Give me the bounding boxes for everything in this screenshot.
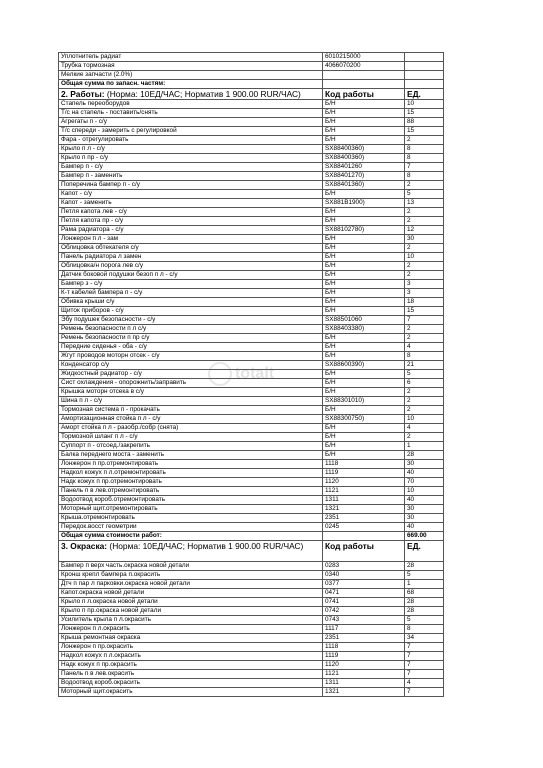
table-row (59, 154, 444, 163)
row-name: Конденсатор с/у (59, 361, 323, 370)
row-value: 40 (405, 496, 444, 505)
row-code: SX881B1900) (323, 199, 405, 208)
row-value: 28 (405, 562, 444, 571)
row-name: Моторный щит.окрасить (59, 688, 323, 697)
row-value: 6 (405, 379, 444, 388)
parts-rows (59, 53, 444, 80)
row-code: Б/Н (323, 388, 405, 397)
row-value: 5 (405, 370, 444, 379)
table-row (59, 145, 444, 154)
row-name: Лонжерон п пр.окрасить (59, 643, 323, 652)
row-name: Крыло п л.окраска новой детали (59, 598, 323, 607)
row-name: Кронш крепл бампера п.окрасить (59, 571, 323, 580)
table-row (59, 343, 444, 352)
row-value: 30 (405, 460, 444, 469)
table-row (59, 424, 444, 433)
table-row (59, 643, 444, 652)
table-row (59, 661, 444, 670)
table-row (59, 523, 444, 532)
row-code: Б/Н (323, 298, 405, 307)
row-value: 4 (405, 343, 444, 352)
table-row (59, 478, 444, 487)
row-value: 2 (405, 406, 444, 415)
works-total-label: Общая сумма стоимости работ: (59, 532, 323, 541)
row-code: Б/Н (323, 253, 405, 262)
row-value: 7 (405, 688, 444, 697)
table-row (59, 469, 444, 478)
row-name: Облицовка/н порога лев с/у (59, 262, 323, 271)
table-row (59, 172, 444, 181)
row-code: 1118 (323, 460, 405, 469)
row-value: 30 (405, 235, 444, 244)
row-value: 7 (405, 670, 444, 679)
row-name: Облицовка обтекателя с/у (59, 244, 323, 253)
row-code: 1120 (323, 661, 405, 670)
table-row (59, 298, 444, 307)
row-name: Передние сиденья - оба - с/у (59, 343, 323, 352)
row-value: 2 (405, 388, 444, 397)
row-name: Усилитель крыла п л.окрасить (59, 616, 323, 625)
row-code: Б/Н (323, 217, 405, 226)
section2-title: 2. Работы: (Норма: 10ЕД/ЧАС; Норматив 1 900.00 RUR/ЧАС) (59, 89, 323, 100)
row-name: Шина п л - с/у (59, 397, 323, 406)
row-name: Крышка моторн отсека в с/у (59, 388, 323, 397)
row-value: 12 (405, 226, 444, 235)
row-value: 21 (405, 361, 444, 370)
row-value: 40 (405, 523, 444, 532)
row-value: 2 (405, 136, 444, 145)
row-code: 1311 (323, 679, 405, 688)
table-row (59, 634, 444, 643)
table-row (59, 53, 444, 62)
row-value: 7 (405, 652, 444, 661)
row-name: Т/с на стапель - поставить/снять (59, 109, 323, 118)
row-value: 3 (405, 289, 444, 298)
row-name: Крыша.отремонтировать (59, 514, 323, 523)
table-row (59, 514, 444, 523)
row-value (405, 62, 444, 71)
row-code: SX88102780) (323, 226, 405, 235)
row-code (323, 71, 405, 80)
row-value: 8 (405, 172, 444, 181)
row-value: 2 (405, 397, 444, 406)
row-code: 0245 (323, 523, 405, 532)
row-code: 1118 (323, 643, 405, 652)
table-row (59, 163, 444, 172)
table-row (59, 460, 444, 469)
row-code: 0340 (323, 571, 405, 580)
table-row (59, 316, 444, 325)
table-row (59, 670, 444, 679)
row-name: К-т кабелей бампера п - с/у (59, 289, 323, 298)
row-code: Б/Н (323, 118, 405, 127)
works-total-value: 669.00 (405, 532, 444, 541)
row-code: Б/Н (323, 433, 405, 442)
row-name: Передок.восст геометрии (59, 523, 323, 532)
row-value: 10 (405, 100, 444, 109)
row-code: Б/Н (323, 343, 405, 352)
row-name: Капот - с/у (59, 190, 323, 199)
row-value: 7 (405, 163, 444, 172)
table-row (59, 571, 444, 580)
row-name: Агрегаты п - с/у (59, 118, 323, 127)
row-code: SX88400360) (323, 154, 405, 163)
table-row (59, 127, 444, 136)
row-name: Дтч п пар л парковки.окраска новой детали (59, 580, 323, 589)
row-code: Б/Н (323, 307, 405, 316)
table-row (59, 397, 444, 406)
row-name: Амортизационная стойка п л - с/у (59, 415, 323, 424)
row-value: 1 (405, 580, 444, 589)
row-code: 4066070200 (323, 62, 405, 71)
table-row (59, 280, 444, 289)
table-row (59, 271, 444, 280)
row-name: Панель п в лев.окрасить (59, 670, 323, 679)
row-value: 10 (405, 415, 444, 424)
row-code: Б/Н (323, 100, 405, 109)
table-row (59, 244, 444, 253)
row-code: Б/Н (323, 289, 405, 298)
row-code: 1321 (323, 688, 405, 697)
row-value: 4 (405, 424, 444, 433)
table-row (59, 451, 444, 460)
row-code: Б/Н (323, 271, 405, 280)
row-name: Надк кожух п пр.отремонтировать (59, 478, 323, 487)
row-value: 18 (405, 298, 444, 307)
row-value: 5 (405, 571, 444, 580)
table-row (59, 100, 444, 109)
row-value: 30 (405, 505, 444, 514)
table-row (59, 190, 444, 199)
row-name: Водоотвод короб.отремонтировать (59, 496, 323, 505)
row-name: Трубка тормозная (59, 62, 323, 71)
table-row (59, 598, 444, 607)
row-name: Т/с спереди - замерить с регулировкой (59, 127, 323, 136)
paint-rows (59, 562, 444, 697)
row-name: Щиток приборов - с/у (59, 307, 323, 316)
table-row (59, 325, 444, 334)
row-name: Петля капота пр - с/у (59, 217, 323, 226)
section3-code-header: Код работы (323, 541, 405, 562)
table-row (59, 652, 444, 661)
table-row (59, 226, 444, 235)
table-row (59, 262, 444, 271)
row-code: Б/Н (323, 235, 405, 244)
row-value: 70 (405, 478, 444, 487)
row-name: Фара - отрегулировать (59, 136, 323, 145)
row-value: 10 (405, 487, 444, 496)
row-name: Балка переднего моста - заменить (59, 451, 323, 460)
table-row (59, 679, 444, 688)
table-row (59, 118, 444, 127)
row-code: Б/Н (323, 352, 405, 361)
works-total (59, 532, 444, 562)
row-code: Б/Н (323, 109, 405, 118)
row-code: SX88400360) (323, 145, 405, 154)
row-name: Крыша ремонтная окраска (59, 634, 323, 643)
row-name: Рама радиатора - с/у (59, 226, 323, 235)
row-name: Обивка крыши с/у (59, 298, 323, 307)
table-row (59, 505, 444, 514)
row-name: Крыло п пр - с/у (59, 154, 323, 163)
row-value: 28 (405, 451, 444, 460)
row-value (405, 71, 444, 80)
row-code: SX88401360) (323, 181, 405, 190)
row-code: 1117 (323, 625, 405, 634)
row-value: 10 (405, 253, 444, 262)
row-value: 2 (405, 244, 444, 253)
row-code: Б/Н (323, 208, 405, 217)
row-code: Б/Н (323, 370, 405, 379)
row-value: 7 (405, 316, 444, 325)
row-code: 1321 (323, 505, 405, 514)
row-code: 1119 (323, 469, 405, 478)
row-name: Тормозной шланг п л - с/у (59, 433, 323, 442)
section2-code-header: Код работы (323, 89, 405, 100)
row-code: 2351 (323, 634, 405, 643)
table-row (59, 136, 444, 145)
row-name: Петля капота лев - с/у (59, 208, 323, 217)
works-rows (59, 100, 444, 532)
row-name: Водоотвод короб.окрасить (59, 679, 323, 688)
row-value: 2 (405, 217, 444, 226)
row-name: Крыло п л - с/у (59, 145, 323, 154)
row-code: Б/Н (323, 442, 405, 451)
table-row (59, 109, 444, 118)
row-value: 40 (405, 469, 444, 478)
row-name: Надк кожух п пр.окрасить (59, 661, 323, 670)
row-value: 2 (405, 208, 444, 217)
row-code: SX88401270) (323, 172, 405, 181)
parts-total-label: Общая сумма по запасн. частям: (59, 80, 323, 89)
row-name: Аморт стойка п л - разобр./собр (снята) (59, 424, 323, 433)
row-code: 1119 (323, 652, 405, 661)
row-name: Бампер п - с/у (59, 163, 323, 172)
watermark-logo-icon (208, 362, 232, 386)
section2-unit-header: ЕД. (405, 89, 444, 100)
row-value: 1 (405, 442, 444, 451)
row-name: Лонжерон п пр.отремонтировать (59, 460, 323, 469)
row-value: 5 (405, 616, 444, 625)
row-value: 2 (405, 181, 444, 190)
row-name: Моторный щит.отремонтировать (59, 505, 323, 514)
table-row (59, 289, 444, 298)
row-name: Бампер п - заменить (59, 172, 323, 181)
table-row (59, 433, 444, 442)
row-value: 28 (405, 598, 444, 607)
row-name: Панель п в лев.отремонтировать (59, 487, 323, 496)
table-row (59, 181, 444, 190)
table-row (59, 589, 444, 598)
row-value: 4 (405, 679, 444, 688)
row-name: Поперечина бампер п - с/у (59, 181, 323, 190)
section2-header (59, 89, 444, 100)
table-row (59, 334, 444, 343)
row-name: Жгут проводов моторн отсек - с/у (59, 352, 323, 361)
row-code: 0742 (323, 607, 405, 616)
row-name: Датчик боковой подушки безоп п л - с/у (59, 271, 323, 280)
table-row (59, 580, 444, 589)
row-name: Сист охлаждения - опорожнить/заправить (59, 379, 323, 388)
row-value: 2 (405, 334, 444, 343)
row-code: Б/Н (323, 424, 405, 433)
row-value: 28 (405, 607, 444, 616)
section3-header (59, 541, 444, 562)
row-value: 7 (405, 661, 444, 670)
row-value: 15 (405, 127, 444, 136)
row-code: SX88600390) (323, 361, 405, 370)
row-code: Б/Н (323, 334, 405, 343)
table-row (59, 388, 444, 397)
row-value: 15 (405, 109, 444, 118)
row-value: 2 (405, 262, 444, 271)
row-code: Б/Н (323, 280, 405, 289)
table-row (59, 607, 444, 616)
row-value: 2 (405, 325, 444, 334)
row-value: 5 (405, 190, 444, 199)
row-code: SX88301010) (323, 397, 405, 406)
row-code: Б/Н (323, 244, 405, 253)
row-code: SX88501060 (323, 316, 405, 325)
row-name: Лонжерон п л.окрасить (59, 625, 323, 634)
row-name: Эбу подушек безопасности - с/у (59, 316, 323, 325)
row-value: 8 (405, 625, 444, 634)
row-value: 3 (405, 280, 444, 289)
row-value: 15 (405, 307, 444, 316)
row-code: Б/Н (323, 262, 405, 271)
row-name: Уплотнитель радиат (59, 53, 323, 62)
row-value: 8 (405, 352, 444, 361)
table-row (59, 71, 444, 80)
row-name: Надкол кожух п л.окрасить (59, 652, 323, 661)
row-name: Бампер з - с/у (59, 280, 323, 289)
row-code: SX88300750) (323, 415, 405, 424)
row-name: Ремень безопасности п л с/у (59, 325, 323, 334)
table-row (59, 208, 444, 217)
table-row (59, 199, 444, 208)
row-code: Б/Н (323, 379, 405, 388)
row-name: Панель радиатора л замен (59, 253, 323, 262)
row-code: SX88403380) (323, 325, 405, 334)
section3-unit-header: ЕД. (405, 541, 444, 562)
row-name: Ремень безопасности п пр с/у (59, 334, 323, 343)
row-code: SX88401260 (323, 163, 405, 172)
row-value: 13 (405, 199, 444, 208)
parts-total (59, 80, 444, 100)
row-code: 0471 (323, 589, 405, 598)
row-code: 0743 (323, 616, 405, 625)
table-row (59, 217, 444, 226)
row-value: 2 (405, 433, 444, 442)
watermark: totalt (208, 362, 274, 386)
row-code: 0283 (323, 562, 405, 571)
table-row (59, 562, 444, 571)
row-code: 1121 (323, 487, 405, 496)
row-code: 0741 (323, 598, 405, 607)
row-name: Крыло п пр.окраска новой детали (59, 607, 323, 616)
row-name: Стапель переоборудов (59, 100, 323, 109)
row-name: Капот.окраска новой детали (59, 589, 323, 598)
row-name: Жидкостный радиатор - с/у (59, 370, 323, 379)
row-value (405, 53, 444, 62)
row-name: Лонжерон п л - зам (59, 235, 323, 244)
row-name: Мелкие запчасти (2.0%) (59, 71, 323, 80)
row-value: 68 (405, 589, 444, 598)
row-code: 1121 (323, 670, 405, 679)
table-row (59, 352, 444, 361)
table-row (59, 496, 444, 505)
row-code: Б/Н (323, 127, 405, 136)
table-row (59, 415, 444, 424)
row-code: Б/Н (323, 190, 405, 199)
table-row (59, 253, 444, 262)
row-code: Б/Н (323, 406, 405, 415)
table-row (59, 62, 444, 71)
row-value: 7 (405, 643, 444, 652)
table-row (59, 487, 444, 496)
row-code: 1120 (323, 478, 405, 487)
row-value: 30 (405, 514, 444, 523)
table-row (59, 688, 444, 697)
row-value: 34 (405, 634, 444, 643)
row-code: 2351 (323, 514, 405, 523)
row-code: Б/Н (323, 136, 405, 145)
row-name: Суппорт п - отсоед./закрепить (59, 442, 323, 451)
row-value: 2 (405, 271, 444, 280)
table-row (59, 406, 444, 415)
row-value: 88 (405, 118, 444, 127)
table-row (59, 307, 444, 316)
row-name: Тормозная система п - прокачать (59, 406, 323, 415)
row-name: Бампер п верх часть.окраска новой детали (59, 562, 323, 571)
row-name: Надкол кожух п л.отремонтировать (59, 469, 323, 478)
table-row (59, 235, 444, 244)
row-code: 0377 (323, 580, 405, 589)
table-row (59, 442, 444, 451)
table-row (59, 616, 444, 625)
table-row (59, 625, 444, 634)
row-code: 6010215000 (323, 53, 405, 62)
section3-title: 3. Окраска: (Норма: 10ЕД/ЧАС; Норматив 1 900.00 RUR/ЧАС) (59, 541, 323, 562)
row-code: Б/Н (323, 451, 405, 460)
row-value: 8 (405, 145, 444, 154)
row-code: 1311 (323, 496, 405, 505)
row-name: Капот - заменить (59, 199, 323, 208)
row-value: 8 (405, 154, 444, 163)
